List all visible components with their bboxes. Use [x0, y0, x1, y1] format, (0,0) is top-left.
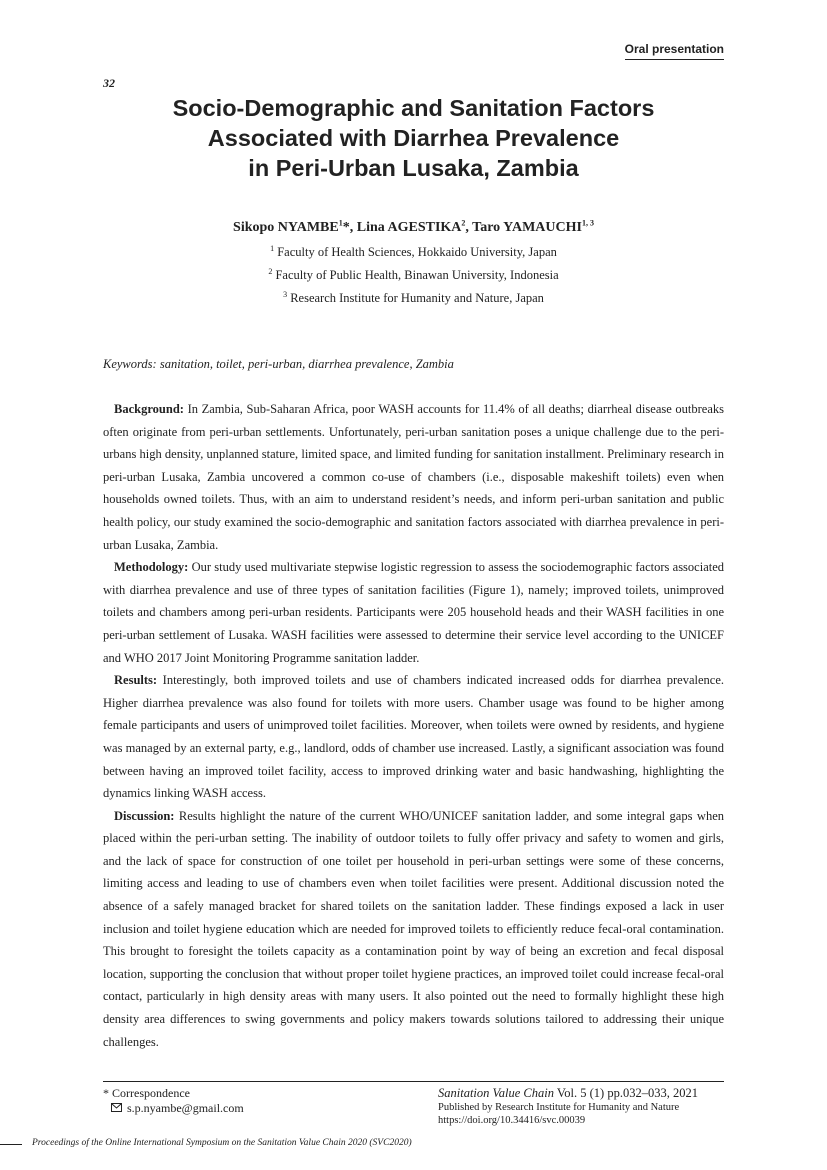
author-name: Lina AGESTIKA — [356, 220, 462, 235]
methodology-paragraph — [103, 556, 724, 669]
affiliation-marker: 3 — [283, 289, 288, 299]
affiliation-text: Faculty of Public Health, Binawan University, Indonesia — [275, 268, 559, 282]
section-label: Oral presentation — [625, 42, 724, 60]
affiliation — [103, 291, 724, 306]
journal-details: Vol. 5 (1) pp.032–033, 2021 — [553, 1086, 698, 1100]
correspondence-email[interactable]: s.p.nyambe@gmail.com — [127, 1101, 244, 1115]
proceedings-footer: Proceedings of the Online International Symposium on the Sanitation Value Chain 2020 (SVC2020) — [32, 1138, 412, 1148]
author-separator: , — [465, 220, 473, 235]
author-list — [103, 220, 724, 236]
keywords: Keywords: sanitation, toilet, peri-urban, diarrhea prevalence, Zambia — [103, 357, 454, 371]
title-line-2: Associated with Diarrhea Prevalence — [207, 125, 620, 151]
discussion-paragraph — [103, 805, 724, 1054]
affiliation-text: Faculty of Health Sciences, Hokkaido University, Japan — [277, 245, 557, 259]
author-affiliation-marker: 1, 3 — [581, 218, 594, 228]
doi-link[interactable]: https://doi.org/10.34416/svc.00039 — [438, 1115, 586, 1126]
results-heading: Results: — [114, 673, 158, 688]
author-name: Sikopo NYAMBE — [233, 220, 339, 235]
correspondence-email-row — [111, 1101, 244, 1116]
publisher-line: Published by Research Institute for Humanity and Nature — [438, 1102, 680, 1113]
results-paragraph — [103, 669, 724, 805]
methodology-heading: Methodology: — [114, 560, 189, 575]
title-line-3: in Peri-Urban Lusaka, Zambia — [248, 155, 579, 181]
results-text: Interestingly, both improved toilets and use of chambers indicated increased odds for diarrhea prevalence. Higher diarrhea prevalence was also found for toilets with more users. Chamber usage was found to be higher among female participants and users of unimproved toilet facilities. Moreover, when toilets were owned by residents, and hygiene was managed by an external party, e.g., landlord, odds of chamber use increased. Lastly, a significant association was found between having an improved toilet facility, access to improved drinking water and basic handwashing, highlighting the dynamics linking WASH access. — [103, 673, 724, 801]
background-text: In Zambia, Sub-Saharan Africa, poor WASH accounts for 11.4% of all deaths; diarrheal disease outbreaks often originate from peri-urban settlements. Unfortunately, peri-urban sanitation poses a unique challenge due to the peri-urbans high density, unplanned stature, limited space, and limited funding for sanitation installment. Preliminary research in peri-urban Lusaka, Zambia uncovered a common co-use of chambers (i.e., disposable makeshift toilets) even when households owned toilets. Thus, with an aim to understand resident’s needs, and inform peri-urban sanitation and public health policy, our study examined the socio-demographic and sanitation factors associated with diarrhea prevalence in peri-urban Lusaka, Zambia. — [103, 402, 725, 552]
author-separator: *, — [342, 220, 357, 235]
author-name: Taro YAMAUCHI — [472, 220, 582, 235]
envelope-icon — [111, 1101, 127, 1116]
discussion-text: Results highlight the nature of the current WHO/UNICEF sanitation ladder, and some integral gaps when placed within the peri-urban setting. The inability of outdoor toilets to fully offer privacy and safety to women and girls, and the lack of space for construction of one toilet per household in peri-urban settings were some of these concerns, limiting access and leading to use of chambers even when toilet facilities were present. Additional discussion noted the absence of a safely managed bracket for shared toilets on the sanitation ladder. These findings exposed a lack in user inclusion and toilet hygiene education which are needed for improved toilets to efficiently reduce fecal-oral contamination. This brought to foresight the toilets capacity as a contamination point by way of being an excretion and fecal disposal location, supporting the conclusion that without proper toilet hygiene practices, an improved toilet could increase fecal-oral contact, particularly in high density areas with many users. It also pointed out the need to formally highlight these high density area differences to swing governments and policy makers towards solutions tailored to addressing their unique challenges. — [103, 808, 724, 1049]
background-paragraph — [103, 398, 724, 556]
journal-name: Sanitation Value Chain — [438, 1086, 554, 1100]
author-affiliation-marker: 1 — [338, 218, 343, 228]
correspondence-label: * Correspondence — [103, 1086, 190, 1100]
paper-title — [103, 93, 724, 183]
title-line-1: Socio-Demographic and Sanitation Factors — [172, 95, 655, 121]
discussion-heading: Discussion: — [114, 808, 175, 823]
affiliation-marker: 2 — [268, 266, 273, 276]
abstract — [103, 398, 724, 1053]
page-number: 32 — [103, 76, 115, 90]
footer-divider — [103, 1081, 724, 1082]
journal-citation — [438, 1086, 698, 1101]
background-heading: Background: — [114, 402, 184, 416]
proceedings-rule — [0, 1144, 22, 1145]
methodology-text: Our study used multivariate stepwise logistic regression to assess the sociodemographic factors associated with diarrhea prevalence and use of three types of sanitation facilities (Figure 1), namely; improved toilets, unimproved toilets and chambers among peri-urban residents. Participants were 205 household heads and their WASH facilities in one peri-urban settlement of Lusaka. WASH facilities were assessed to determine their service level according to the UNICEF and WHO 2017 Joint Monitoring Programme sanitation ladder. — [103, 560, 725, 665]
affiliation-text: Research Institute for Humanity and Nature, Japan — [290, 291, 544, 305]
affiliation-marker: 1 — [270, 243, 275, 253]
affiliation — [103, 245, 724, 260]
affiliation — [103, 268, 724, 283]
author-affiliation-marker: 2 — [461, 218, 466, 228]
